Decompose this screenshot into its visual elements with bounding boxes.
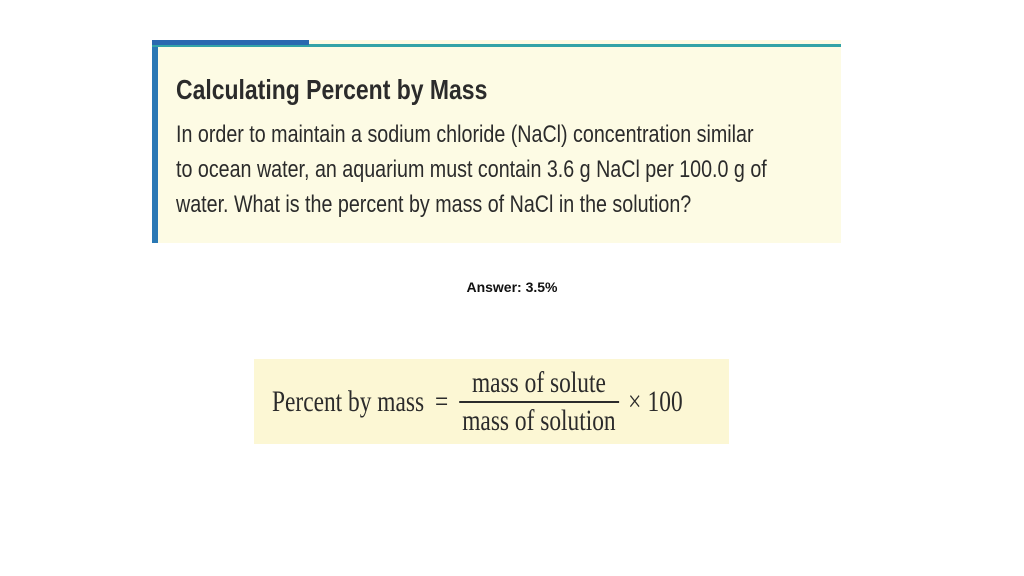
- answer-line: [0, 279, 1024, 295]
- answer-text: Answer: 3.5%: [466, 279, 558, 295]
- formula-denominator: mass of solution: [462, 403, 616, 437]
- problem-text-line: to ocean water, an aquarium must contain 3.6 g NaCl per 100.0 g of: [176, 156, 767, 183]
- formula-fraction: [459, 366, 619, 438]
- formula-numerator: mass of solute: [471, 365, 606, 399]
- problem-text-line: In order to maintain a sodium chloride (NaCl) concentration similar: [176, 121, 754, 148]
- formula: [272, 359, 683, 444]
- problem-text-line: water. What is the percent by mass of NaCl in the solution?: [176, 191, 692, 218]
- formula-box: [254, 359, 729, 444]
- formula-lhs: Percent by mass: [272, 384, 425, 418]
- formula-factor: 100: [647, 384, 683, 418]
- top-rule-blue: [152, 40, 309, 45]
- formula-equals: =: [434, 384, 449, 418]
- problem-title: Calculating Percent by Mass: [176, 74, 488, 105]
- formula-times: ×: [628, 384, 642, 418]
- problem-box: [152, 40, 841, 243]
